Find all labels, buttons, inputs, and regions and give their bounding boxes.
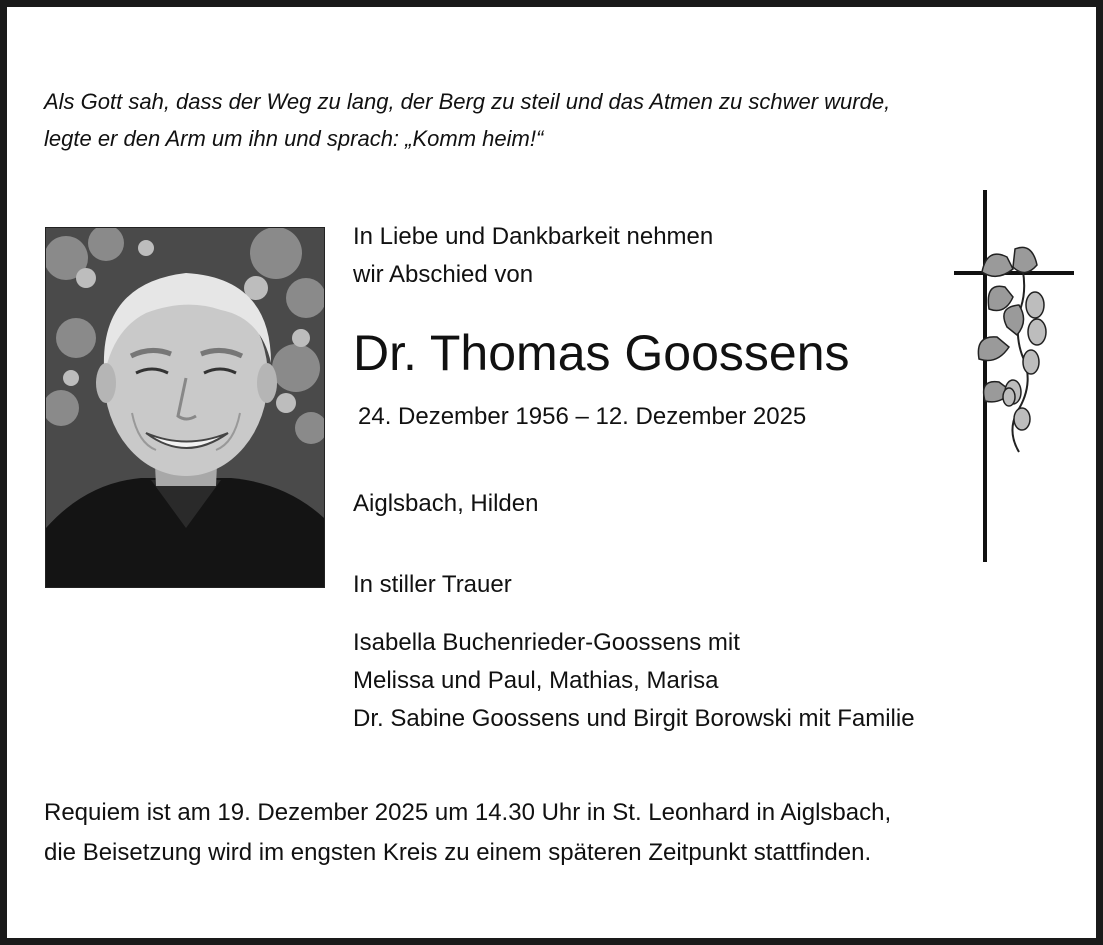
requiem-notice [44, 793, 1084, 873]
intro-text [353, 218, 713, 294]
cross-with-hop-vine-icon [947, 187, 1077, 572]
mourning-heading: In stiller Trauer [353, 571, 512, 598]
intro-line-1: In Liebe und Dankbarkeit nehmen [353, 223, 714, 250]
deceased-name: Dr. Thomas Goossens [353, 325, 850, 381]
mourners-list [353, 624, 915, 738]
portrait-photo [45, 227, 325, 588]
motto-line-1: Als Gott sah, dass der Weg zu lang, der Berg zu steil und das Atmen zu schwer wurde, [44, 89, 891, 114]
requiem-line-1: Requiem ist am 19. Dezember 2025 um 14.30 Uhr in St. Leonhard in Aiglsbach, [44, 799, 892, 826]
motto-quote [44, 83, 1084, 157]
requiem-line-2: die Beisetzung wird im engsten Kreis zu einem späteren Zeitpunkt stattfinden. [44, 839, 872, 866]
life-dates: 24. Dezember 1956 – 12. Dezember 2025 [358, 403, 807, 430]
intro-line-2: wir Abschied von [353, 261, 534, 288]
mourner-line: Melissa und Paul, Mathias, Marisa [353, 667, 719, 694]
mourner-line: Isabella Buchenrieder-Goossens mit [353, 629, 740, 656]
hometowns: Aiglsbach, Hilden [353, 490, 539, 517]
mourner-line: Dr. Sabine Goossens und Birgit Borowski mit Familie [353, 705, 915, 732]
motto-line-2: legte er den Arm um ihn und sprach: „Komm heim!“ [44, 126, 544, 151]
